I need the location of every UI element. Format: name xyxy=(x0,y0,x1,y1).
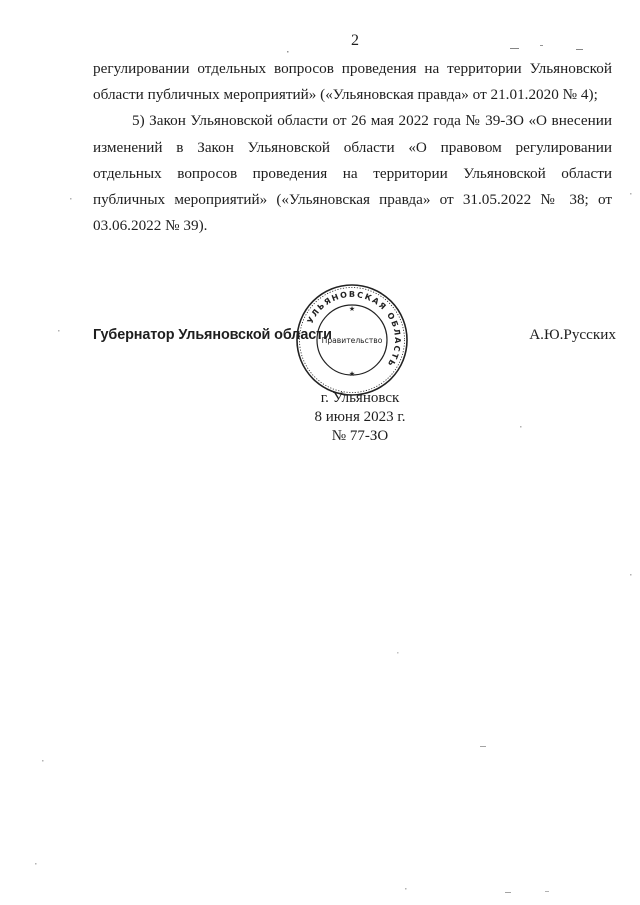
law-text xyxy=(93,56,612,239)
issue-details xyxy=(260,389,460,446)
seal-center-text: Правительство xyxy=(321,336,383,345)
seal-star-icon-bottom: ★ xyxy=(348,370,356,378)
seal-ring-text: УЛЬЯНОВСКАЯ ОБЛАСТЬ xyxy=(305,289,403,370)
issue-number: № 77-ЗО xyxy=(331,428,389,444)
paragraph-item-5: 5) Закон Ульяновской области от 26 мая 2022 года № 39-ЗО «О внесении изменений в Закон Ульяновской области «О правовом регулировании отдельных вопросов проведения на территории Ульяновской области публичных мероприятий» («Ульяновская правда» от 31.05.2022 № 38; от 03.06.2022 № 39). xyxy=(93,112,612,235)
seal-star-icon: ★ xyxy=(348,305,356,313)
governor-name: А.Ю.Русских xyxy=(529,326,616,343)
governor-title: Губернатор Ульяновской области xyxy=(93,327,332,343)
official-seal xyxy=(293,281,411,399)
page-number: 2 xyxy=(351,32,359,49)
issue-place: г. Ульяновск xyxy=(320,390,400,406)
issue-date: 8 июня 2023 г. xyxy=(314,409,406,425)
paragraph-item-4-continuation: регулировании отдельных вопросов проведения на территории Ульяновской области публичных мероприятий» («Ульяновская правда» от 21.01.2020 № 4); xyxy=(93,60,612,104)
